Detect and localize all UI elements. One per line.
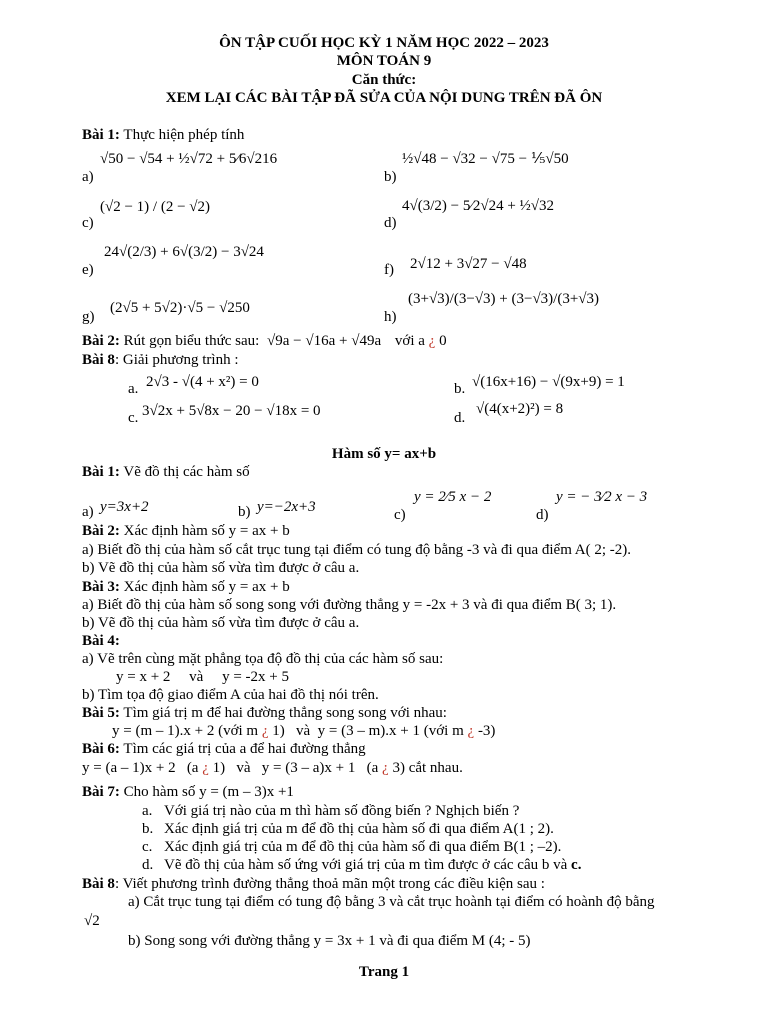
p2-bai4-funcs: y = x + 2 và y = -2x + 5 [116, 669, 289, 685]
p2-bai7-text: Cho hàm số y = (m – 3)x +1 [123, 784, 294, 800]
p2-bai6-l1-mid: 1) và y = (3 – a)x + 1 (a [212, 760, 379, 776]
p1-bai1-expr-f: 2√12 + 3√27 − √48 [410, 256, 527, 272]
p2-bai6-l1-pre: y = (a – 1)x + 2 (a [82, 760, 199, 776]
page-number: Trang 1 [358, 964, 410, 980]
p2-bai6-heading [82, 742, 366, 757]
p2-bai5-l1-pre: y = (m – 1).x + 2 (với m [112, 723, 259, 739]
p1-bai8-eq-d: √(4(x+2)²) = 8 [476, 401, 564, 417]
p2-bai2-title: Bài 2: [82, 523, 120, 539]
p2-bai1-func-a: y=3x+2 [100, 499, 149, 515]
p1-bai8-label-b: b. [454, 381, 466, 397]
p2-bai7-item-d-text: Vẽ đồ thị của hàm số ứng với giá trị của m tìm được ở các câu b và [164, 857, 572, 873]
p1-bai1-label-a: a) [82, 169, 94, 185]
p1-bai2-cond-symbol: ¿ [428, 333, 436, 349]
p2-bai7-item-c-label: c. [142, 839, 153, 855]
p2-bai8-a-cont: √2 [84, 913, 100, 929]
p1-bai8-label-a: a. [128, 381, 139, 397]
p2-bai6-line [82, 761, 463, 776]
p2-bai6-sym1: ¿ [202, 760, 209, 776]
p2-bai1-label-c: c) [394, 507, 406, 523]
p2-bai1-title: Bài 1: [82, 464, 120, 480]
doc-title-line4: XEM LẠI CÁC BÀI TẬP ĐÃ SỬA CỦA NỘI DUNG TRÊN ĐÃ ÔN [165, 90, 603, 106]
p2-bai4-title: Bài 4: [82, 633, 120, 649]
p1-bai8-eq-a: 2√3 - √(4 + x²) = 0 [146, 374, 259, 390]
p2-bai7-item-d [164, 858, 581, 873]
p2-bai6-title: Bài 6: [82, 741, 120, 757]
p1-bai1-text: Thực hiện phép tính [123, 127, 245, 143]
doc-title-line3: Căn thức: [351, 72, 417, 88]
p1-bai1-label-f: f) [384, 262, 394, 278]
p2-bai1-func-b: y=−2x+3 [257, 499, 316, 515]
p2-bai7-item-b-label: b. [142, 821, 154, 837]
p1-bai2-cond-pre: với a [394, 333, 425, 349]
doc-title-line1: ÔN TẬP CUỐI HỌC KỲ 1 NĂM HỌC 2022 – 2023 [219, 35, 549, 51]
p2-heading: Hàm số y= ax+b [331, 446, 437, 462]
p2-bai2-text: Xác định hàm số y = ax + b [123, 523, 290, 539]
p1-bai1-label-g: g) [82, 309, 95, 325]
p1-bai1-label-e: e) [82, 262, 94, 278]
p2-bai4-a: a) Vẽ trên cùng mặt phẳng tọa độ đồ thị của các hàm số sau: [82, 651, 444, 667]
p2-bai8-b: b) Song song với đường thẳng y = 3x + 1 và đi qua điểm M (4; - 5) [128, 933, 531, 949]
p1-bai1-expr-c: (√2 − 1) / (2 − √2) [100, 199, 211, 215]
p2-bai1-func-d: y = − 3⁄2 x − 3 [556, 489, 648, 505]
p2-bai4-b: b) Tìm tọa độ giao điểm A của hai đồ thị nói trên. [82, 687, 379, 703]
p2-bai6-sym2: ¿ [382, 760, 389, 776]
p1-bai2-title: Bài 2: [82, 333, 120, 349]
p2-bai7-item-d-label: d. [142, 857, 154, 873]
p2-bai7-item-c: Xác định giá trị của m để đồ thị của hàm số đi qua điểm B(1 ; –2). [164, 839, 562, 855]
p1-bai1-expr-b: ½√48 − √32 − √75 − ⅕√50 [402, 151, 569, 167]
p1-bai1-expr-h: (3+√3)/(3−√3) + (3−√3)/(3+√3) [408, 291, 600, 307]
p2-bai3-b: b) Vẽ đồ thị của hàm số vừa tìm được ở câu a. [82, 615, 360, 631]
p2-bai8-a: a) Cắt trục tung tại điểm có tung độ bằng 3 và cắt trục hoành tại điểm có hoành độ bằng [128, 894, 655, 910]
p1-bai1-label-b: b) [384, 169, 397, 185]
p1-bai8-eq-b: √(16x+16) − √(9x+9) = 1 [472, 374, 625, 390]
p2-bai3-heading [82, 580, 290, 595]
p2-bai1-text: Vẽ đồ thị các hàm số [123, 464, 250, 480]
p1-bai8-heading [82, 353, 239, 368]
p1-bai8-label-d: d. [454, 410, 466, 426]
p2-bai7-item-b: Xác định giá trị của m để đồ thị của hàm số đi qua điểm A(1 ; 2). [164, 821, 554, 837]
p1-bai1-expr-d: 4√(3/2) − 5⁄2√24 + ½√32 [402, 198, 555, 214]
p2-bai1-label-b: b) [238, 504, 251, 520]
p1-bai1-label-c: c) [82, 215, 94, 231]
p2-bai5-l1-end: -3) [477, 723, 496, 739]
p1-bai8-label-c: c. [128, 410, 139, 426]
p2-bai5-sym1: ¿ [261, 723, 269, 739]
p1-bai1-label-d: d) [384, 215, 397, 231]
p2-bai2-b: b) Vẽ đồ thị của hàm số vừa tìm được ở câu a. [82, 560, 360, 576]
p2-bai5-title: Bài 5: [82, 705, 120, 721]
p2-bai5-line [112, 724, 495, 739]
p2-bai5-text: Tìm giá trị m để hai đường thẳng song song với nhau: [123, 705, 447, 721]
p2-bai5-l1-post: 1) và y = (3 – m).x + 1 (với m [272, 723, 464, 739]
p2-bai6-text: Tìm các giá trị của a để hai đường thẳng [123, 741, 366, 757]
p2-bai7-item-a-label: a. [142, 803, 153, 819]
p1-bai8-title: Bài 8 [82, 352, 115, 368]
p2-bai6-l1-end: 3) cắt nhau. [392, 760, 463, 776]
p2-bai3-a: a) Biết đồ thị của hàm số song song với đường thẳng y = -2x + 3 và đi qua điểm B( 3; 1). [82, 597, 617, 613]
p1-bai2-cond-post: 0 [439, 333, 447, 349]
p1-bai1-expr-g: (2√5 + 5√2)·√5 − √250 [110, 300, 250, 316]
p2-bai7-heading [82, 785, 294, 800]
p2-bai1-func-c: y = 2⁄5 x − 2 [414, 489, 492, 505]
p2-bai8-heading [82, 877, 545, 892]
p2-bai3-title: Bài 3: [82, 579, 120, 595]
p1-bai2 [82, 334, 447, 349]
p2-bai5-sym2: ¿ [467, 723, 475, 739]
p2-bai2-heading [82, 524, 290, 539]
p2-bai7-item-d-bold: c. [571, 857, 582, 873]
p2-bai5-heading [82, 706, 447, 721]
p2-bai1-heading [82, 465, 250, 480]
p2-bai7-item-a: Với giá trị nào của m thì hàm số đồng biến ? Nghịch biến ? [164, 803, 520, 819]
p2-bai1-label-d: d) [536, 507, 549, 523]
p1-bai1-expr-e: 24√(2/3) + 6√(3/2) − 3√24 [104, 244, 264, 260]
p2-bai8-text: : Viết phương trình đường thẳng thoả mãn một trong các điều kiện sau : [114, 876, 545, 892]
p1-bai2-expr: √9a − √16a + √49a [267, 333, 382, 349]
doc-title-line2: MÔN TOÁN 9 [336, 53, 432, 69]
p2-bai1-label-a: a) [82, 504, 94, 520]
p2-bai3-text: Xác định hàm số y = ax + b [123, 579, 290, 595]
p1-bai2-text: Rút gọn biểu thức sau: [123, 333, 260, 349]
p1-bai1-label-h: h) [384, 309, 397, 325]
p1-bai1-heading [82, 128, 244, 143]
p1-bai1-expr-a: √50 − √54 + ½√72 + 5⁄6√216 [100, 151, 278, 167]
p2-bai7-title: Bài 7: [82, 784, 120, 800]
p1-bai8-eq-c: 3√2x + 5√8x − 20 − √18x = 0 [142, 403, 321, 419]
p2-bai8-title: Bài 8 [82, 876, 115, 892]
p1-bai8-text: : Giải phương trình : [114, 352, 239, 368]
p2-bai2-a: a) Biết đồ thị của hàm số cắt trục tung tại điểm có tung độ bằng -3 và đi qua điểm A( 2; -2). [82, 542, 632, 558]
p1-bai1-title: Bài 1: [82, 127, 120, 143]
